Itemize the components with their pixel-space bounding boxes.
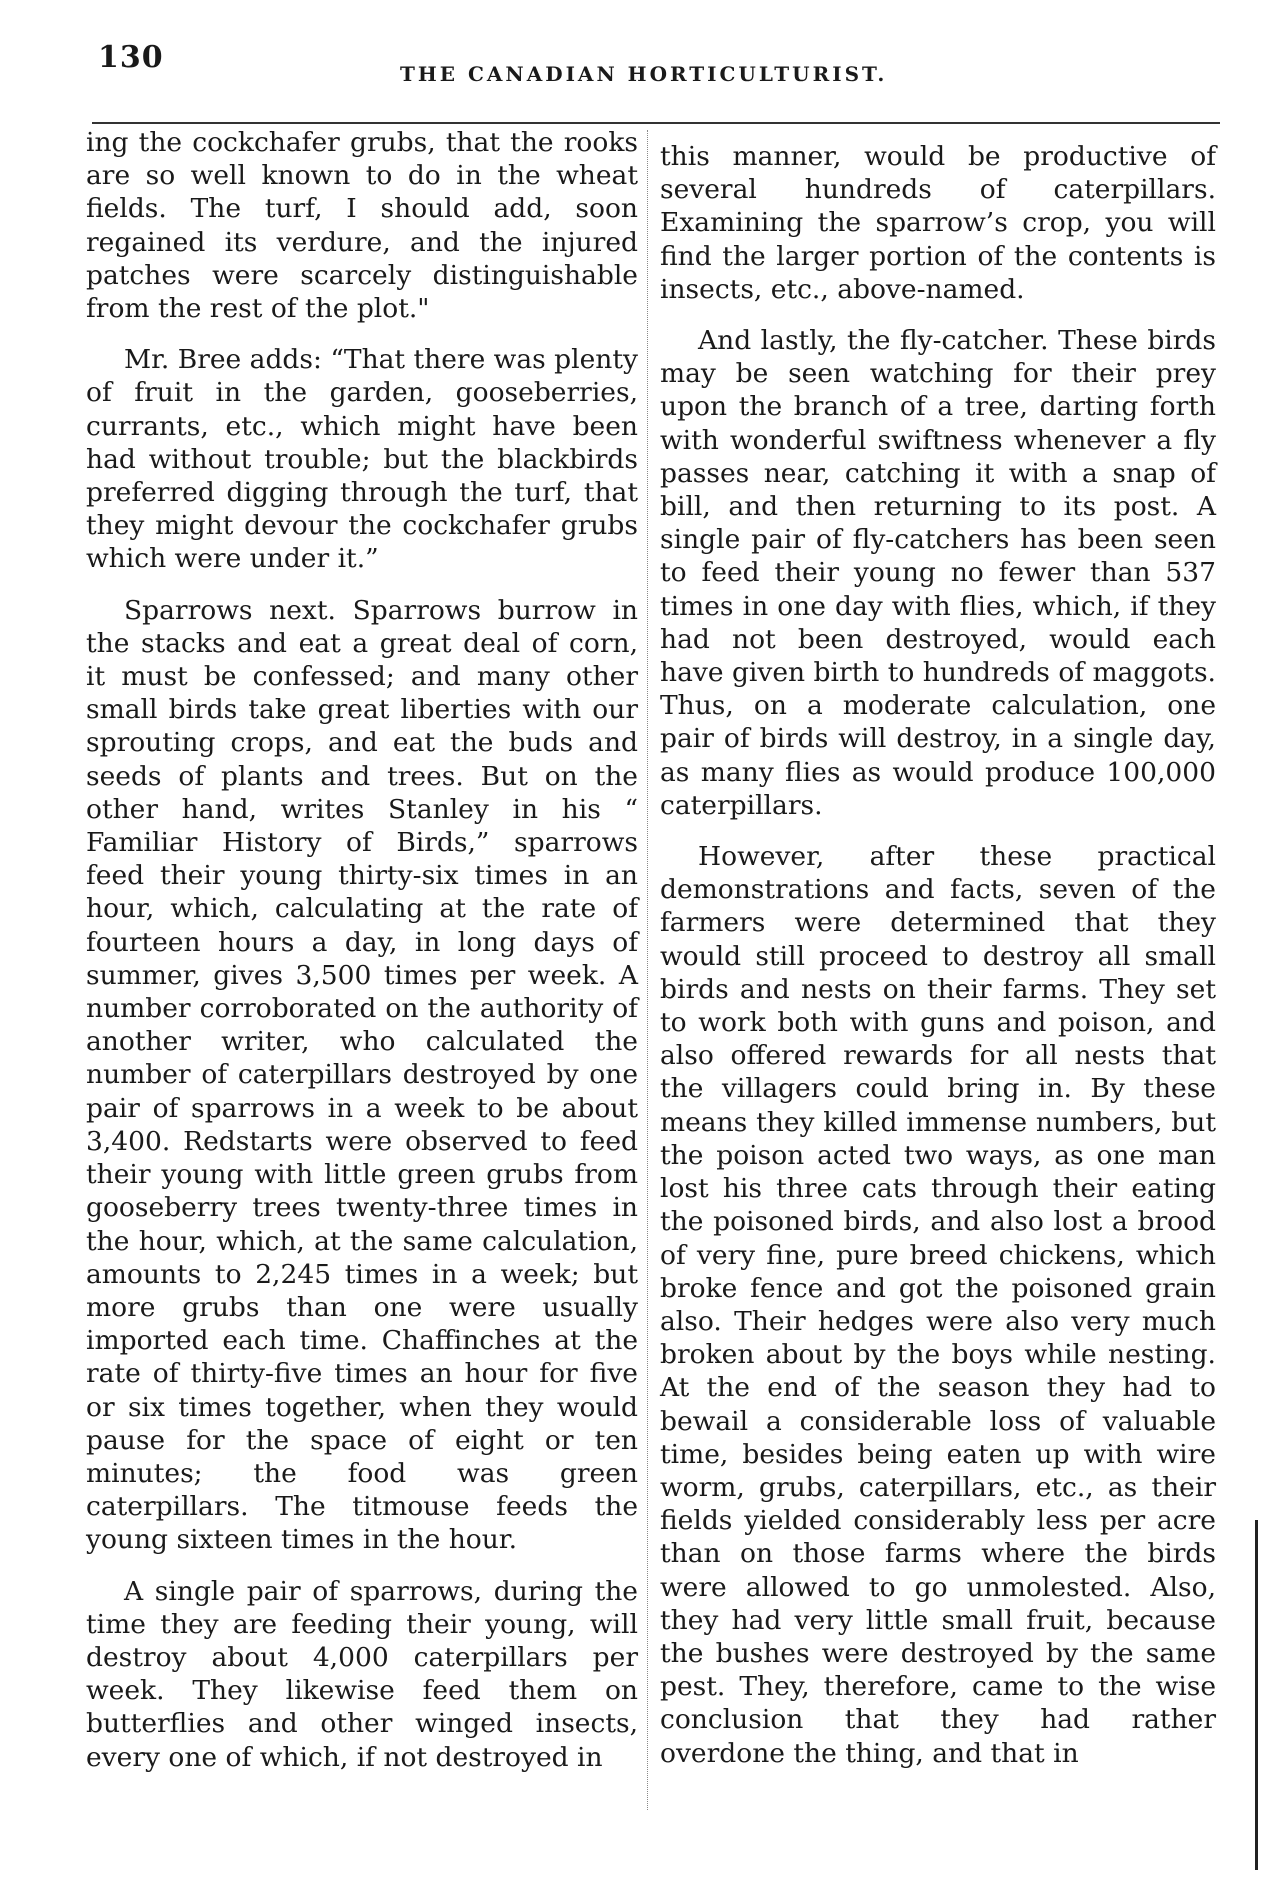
- paragraph: A single pair of sparrows, during the time they are feeding their young, will destroy about 4,000 caterpillars per week. They likewise feed them on butterflies and other winged insects, every one of which, if not destroyed in: [86, 1575, 638, 1773]
- right-column: [660, 140, 1216, 1788]
- column-divider: [647, 130, 648, 1810]
- paragraph: Sparrows next. Sparrows burrow in the stacks and eat a great deal of corn, it must be confessed; and many other small birds take great liberties with our sprouting crops, and eat the buds and seeds of plants and trees. But on the other hand, writes Stanley in his “ Familiar History of Birds,” sparrows feed their young thirty-six times in an hour, which, calculating at the rate of fourteen hours a day, in long days of summer, gives 3,500 times per week. A number corroborated on the authority of another writer, who calculated the number of caterpillars destroyed by one pair of sparrows in a week to be about 3,400. Redstarts were observed to feed their young with little green grubs from gooseberry trees twenty-three times in the hour, which, at the same calculation, amounts to 2,245 times in a week; but more grubs than one were usually imported each time. Chaffinches at the rate of thirty-five times an hour for five or six times together, when they would pause for the space of eight or ten minutes; the food was green caterpillars. The titmouse feeds the young sixteen times in the hour.: [86, 594, 638, 1556]
- paragraph: ing the cockchafer grubs, that the rooks are so well known to do in the wheat fields. The turf, I should add, soon regained its verdure, and the injured patches were scarcely distinguishable from the rest of the plot.": [86, 127, 638, 325]
- page-edge-line: [1255, 1520, 1258, 1870]
- left-column: [86, 126, 638, 1792]
- paragraph: Mr. Bree adds: “That there was plenty of fruit in the garden, gooseberries, currants, etc., which might have been had without trouble; but the blackbirds preferred digging through the turf, that they might devour the cockchafer grubs which were under it.”: [86, 344, 638, 575]
- running-title: THE CANADIAN HORTICULTURIST.: [400, 62, 888, 86]
- paragraph: And lastly, the fly-catcher. These birds may be seen watching for their prey upon the branch of a tree, darting forth with wonderful swiftness whenever a fly passes near, catching it with a snap of bill, and then returning to its post. A single pair of fly-catchers has been seen to feed their young no fewer than 537 times in one day with flies, which, if they had not been destroyed, would each have given birth to hundreds of maggots. Thus, on a moderate calculation, one pair of birds will destroy, in a single day, as many flies as would produce 100,000 caterpillars.: [660, 325, 1216, 821]
- page-number: 130: [98, 40, 164, 75]
- header-rule: [92, 122, 1220, 124]
- paragraph: However, after these practical demonstrations and facts, seven of the farmers were determined that they would still proceed to destroy all small birds and nests on their farms. They set to work both with guns and poison, and also offered rewards for all nests that the villagers could bring in. By these means they killed immense numbers, but the poison acted two ways, as one man lost his three cats through their eating the poisoned birds, and also lost a brood of very fine, pure breed chickens, which broke fence and got the poisoned grain also. Their hedges were also very much broken about by the boys while nesting. At the end of the season they had to bewail a considerable loss of valuable time, besides being eaten up with wire worm, grubs, caterpillars, etc., as their fields yielded considerably less per acre than on those farms where the birds were allowed to go unmolested. Also, they had very little small fruit, because the bushes were destroyed by the same pest. They, therefore, came to the wise conclusion that they had rather overdone the thing, and that in: [660, 841, 1216, 1769]
- paragraph: this manner, would be productive of several hundreds of caterpillars. Examining the sparrow’s crop, you will find the larger portion of the contents is insects, etc., above-named.: [660, 141, 1216, 305]
